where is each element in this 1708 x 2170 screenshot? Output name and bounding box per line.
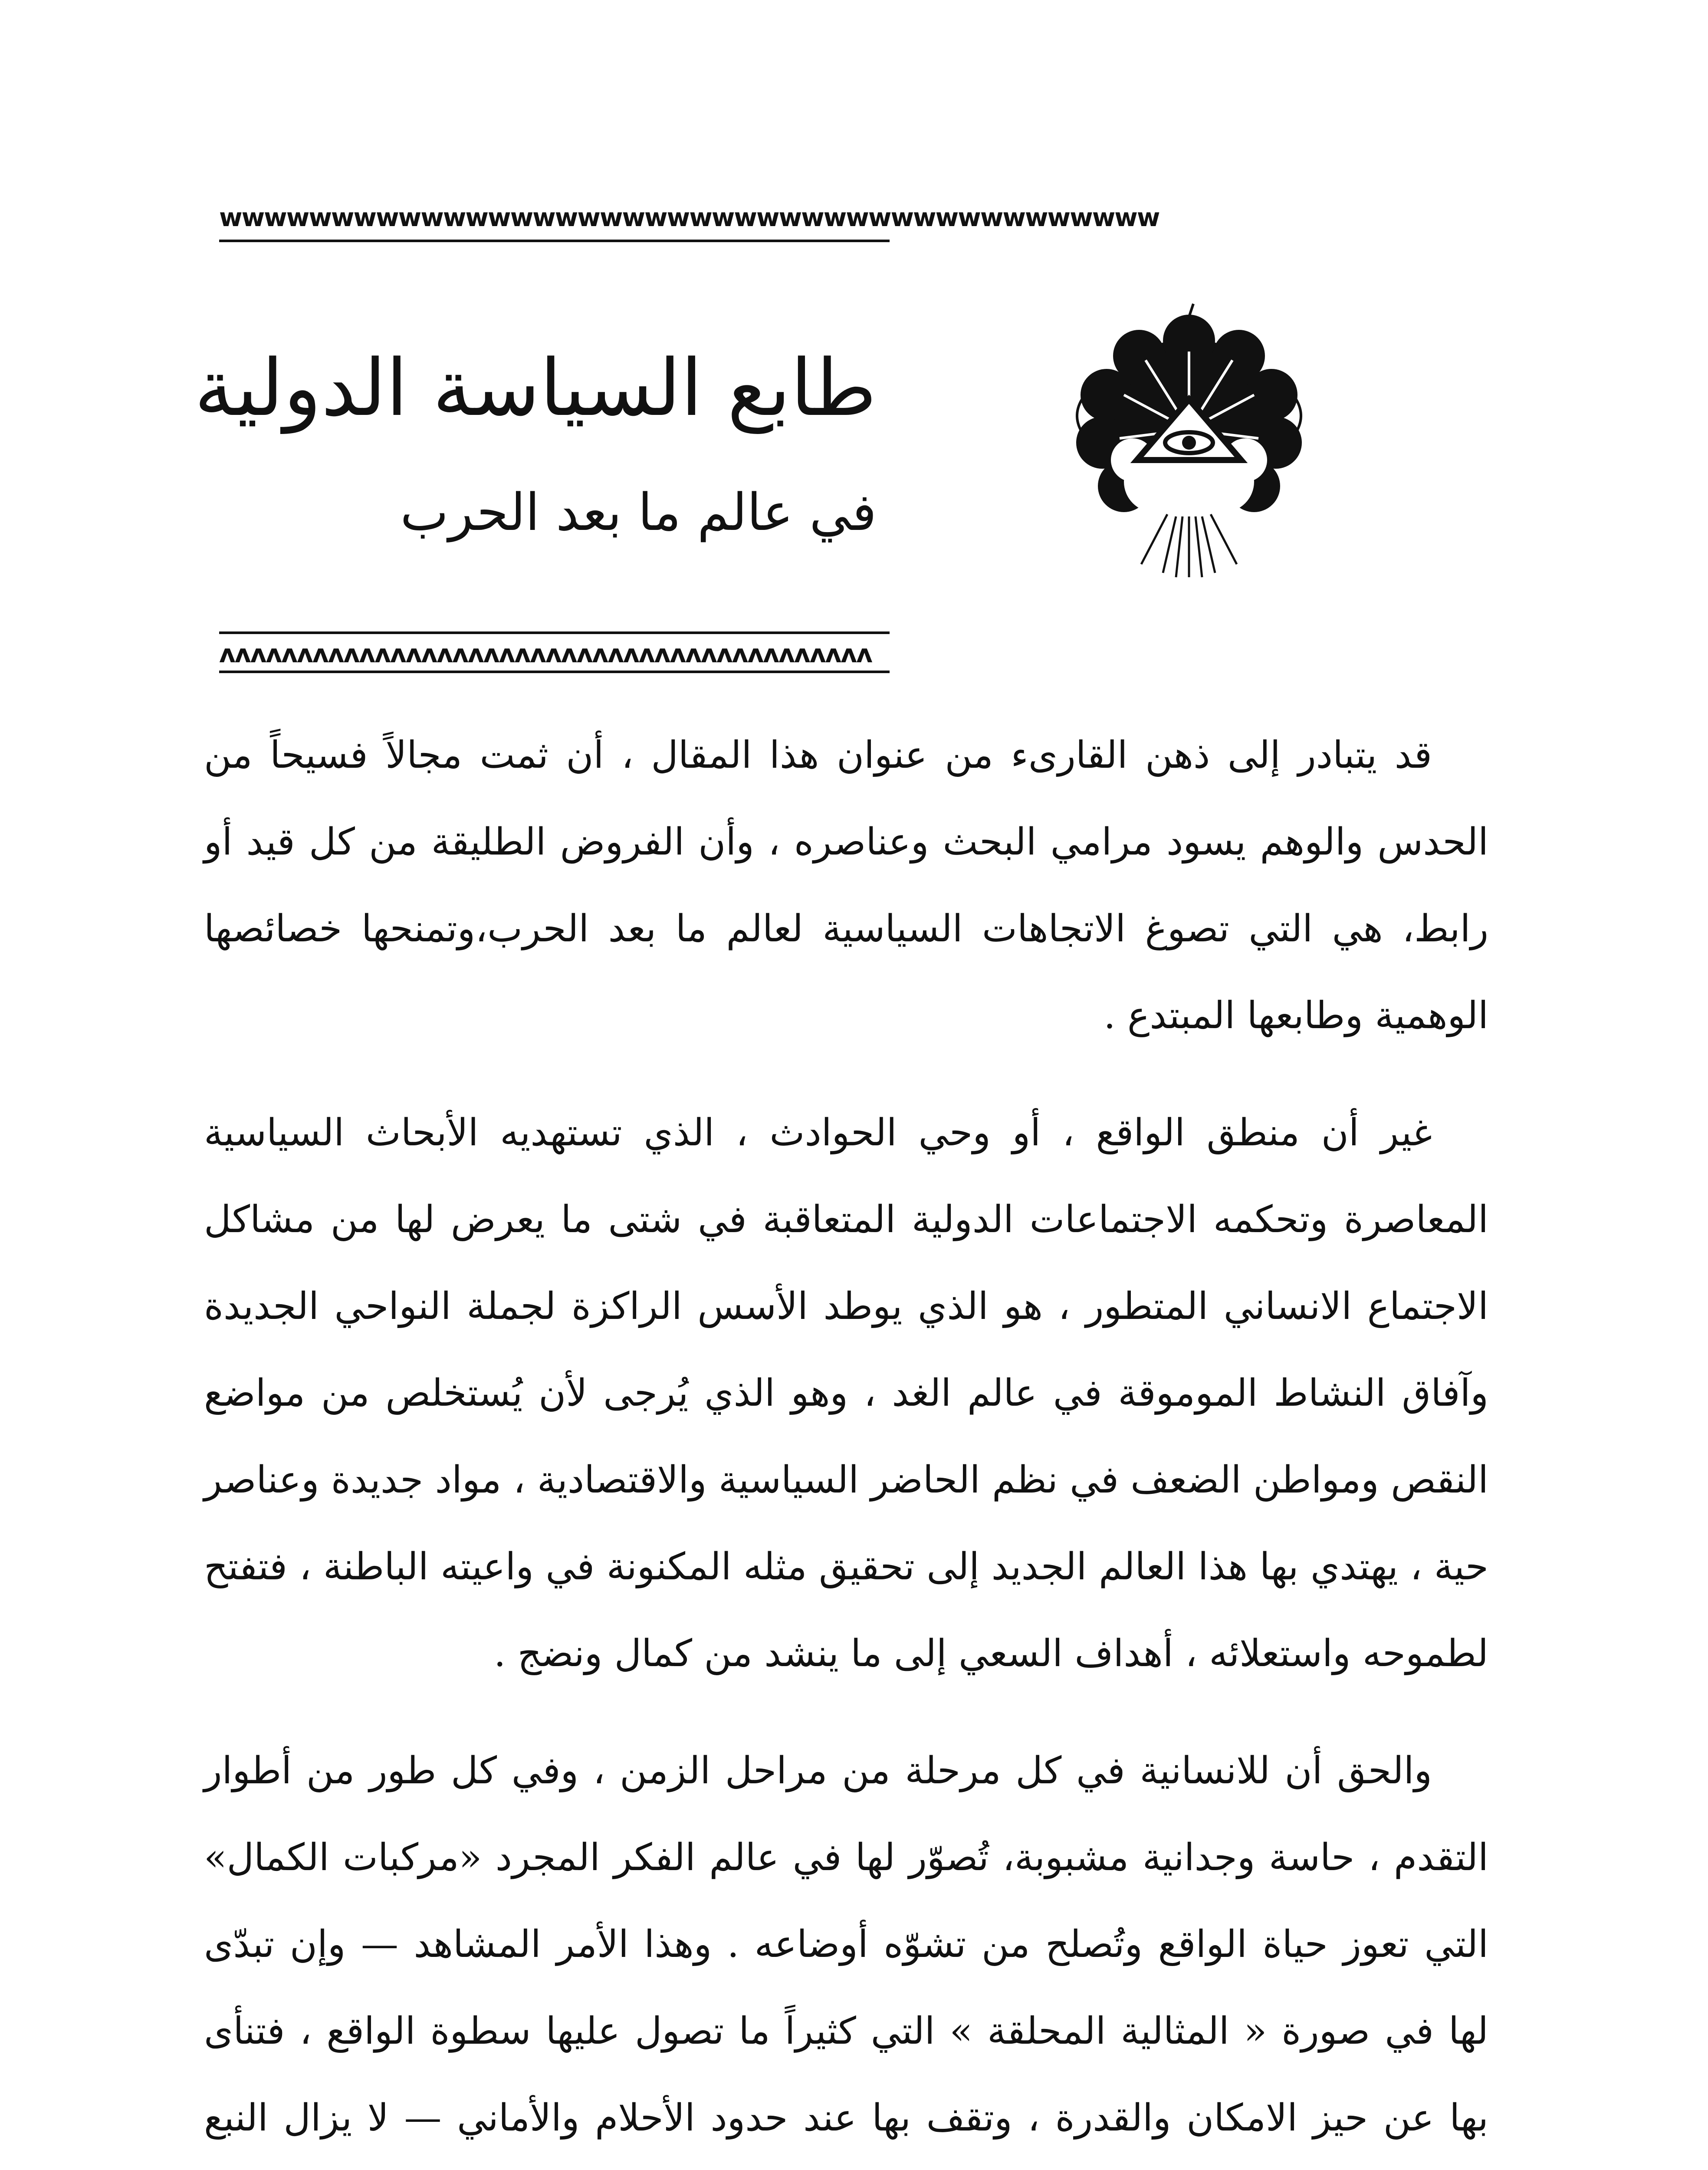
mid-rule (219, 631, 890, 634)
paragraph: قد يتبادر إلى ذهن القارىء من عنوان هذا المقال ، أن ثمت مجالاً فسيحاً من الحدس والوهم يسود مرامي البحث وعناصره ، وأن الفروض الطليقة من كل قيد أو رابط، هي التي تصوغ الاتجاهات السياسية لعالم ما بعد الحرب،وتمنحها خصائصها الوهمية وطابعها المبتدع . (204, 733, 1488, 1037)
all-seeing-eye-emblem-icon (1068, 299, 1311, 582)
bottom-ornament-border: ᴧᴧᴧᴧᴧᴧᴧᴧᴧᴧᴧᴧᴧᴧᴧᴧᴧᴧᴧᴧᴧᴧᴧᴧᴧᴧᴧᴧᴧᴧᴧᴧᴧᴧᴧᴧᴧᴧᴧᴧᴧᴧ (219, 639, 872, 668)
article-body (204, 712, 1488, 2170)
paragraph: والحق أن للانسانية في كل مرحلة من مراحل الزمن ، وفي كل طور من أطوار التقدم ، حاسة وجدانية مشبوبة، تُصوّر لها في عالم الفكر المجرد «مركبات الكمال» التي تعوز حياة الواقع وتُصلح من تشوّه أوضاعه . وهذا الأمر المشاهد — وإن تبدّى لها في صورة « المثالية المحلقة » التي كثيراً ما تصول عليها سطوة الواقع ، فتنأى بها عن حيز الامكان والقدرة ، وتقف بها عند حدود الأحلام والأماني — لا يزال النبع (204, 1749, 1488, 2140)
top-ornament-border: ᴡᴡᴡᴡᴡᴡᴡᴡᴡᴡᴡᴡᴡᴡᴡᴡᴡᴡᴡᴡᴡᴡᴡᴡᴡᴡᴡᴡᴡᴡᴡᴡᴡᴡᴡᴡᴡᴡᴡᴡᴡᴡ (219, 203, 1159, 232)
page-title: طابع السياسة الدولية (194, 343, 877, 434)
page-subtitle: في عالم ما بعد الحرب (400, 482, 877, 542)
paragraph: غير أن منطق الواقع ، أو وحي الحوادث ، الذي تستهديه الأبحاث السياسية المعاصرة وتحكمه الاجتماعات الدولية المتعاقبة في شتى ما يعرض لها من مشاكل الاجتماع الانساني المتطور ، هو الذي يوطد الأسس الراكزة لجملة النواحي الجديدة وآفاق النشاط الموموقة في عالم الغد ، وهو الذي يُرجى لأن يُستخلص من مواضع النقص ومواطن الضعف في نظم الحاضر السياسية والاقتصادية ، مواد جديدة وعناصر حية ، يهتدي بها هذا العالم الجديد إلى تحقيق مثله المكنونة في واعيته الباطنة ، فتفتح لطموحه واستعلائه ، أهداف السعي إلى ما ينشد من كمال ونضج . (204, 1111, 1488, 1675)
bottom-rule (219, 671, 890, 673)
top-rule (219, 240, 890, 242)
